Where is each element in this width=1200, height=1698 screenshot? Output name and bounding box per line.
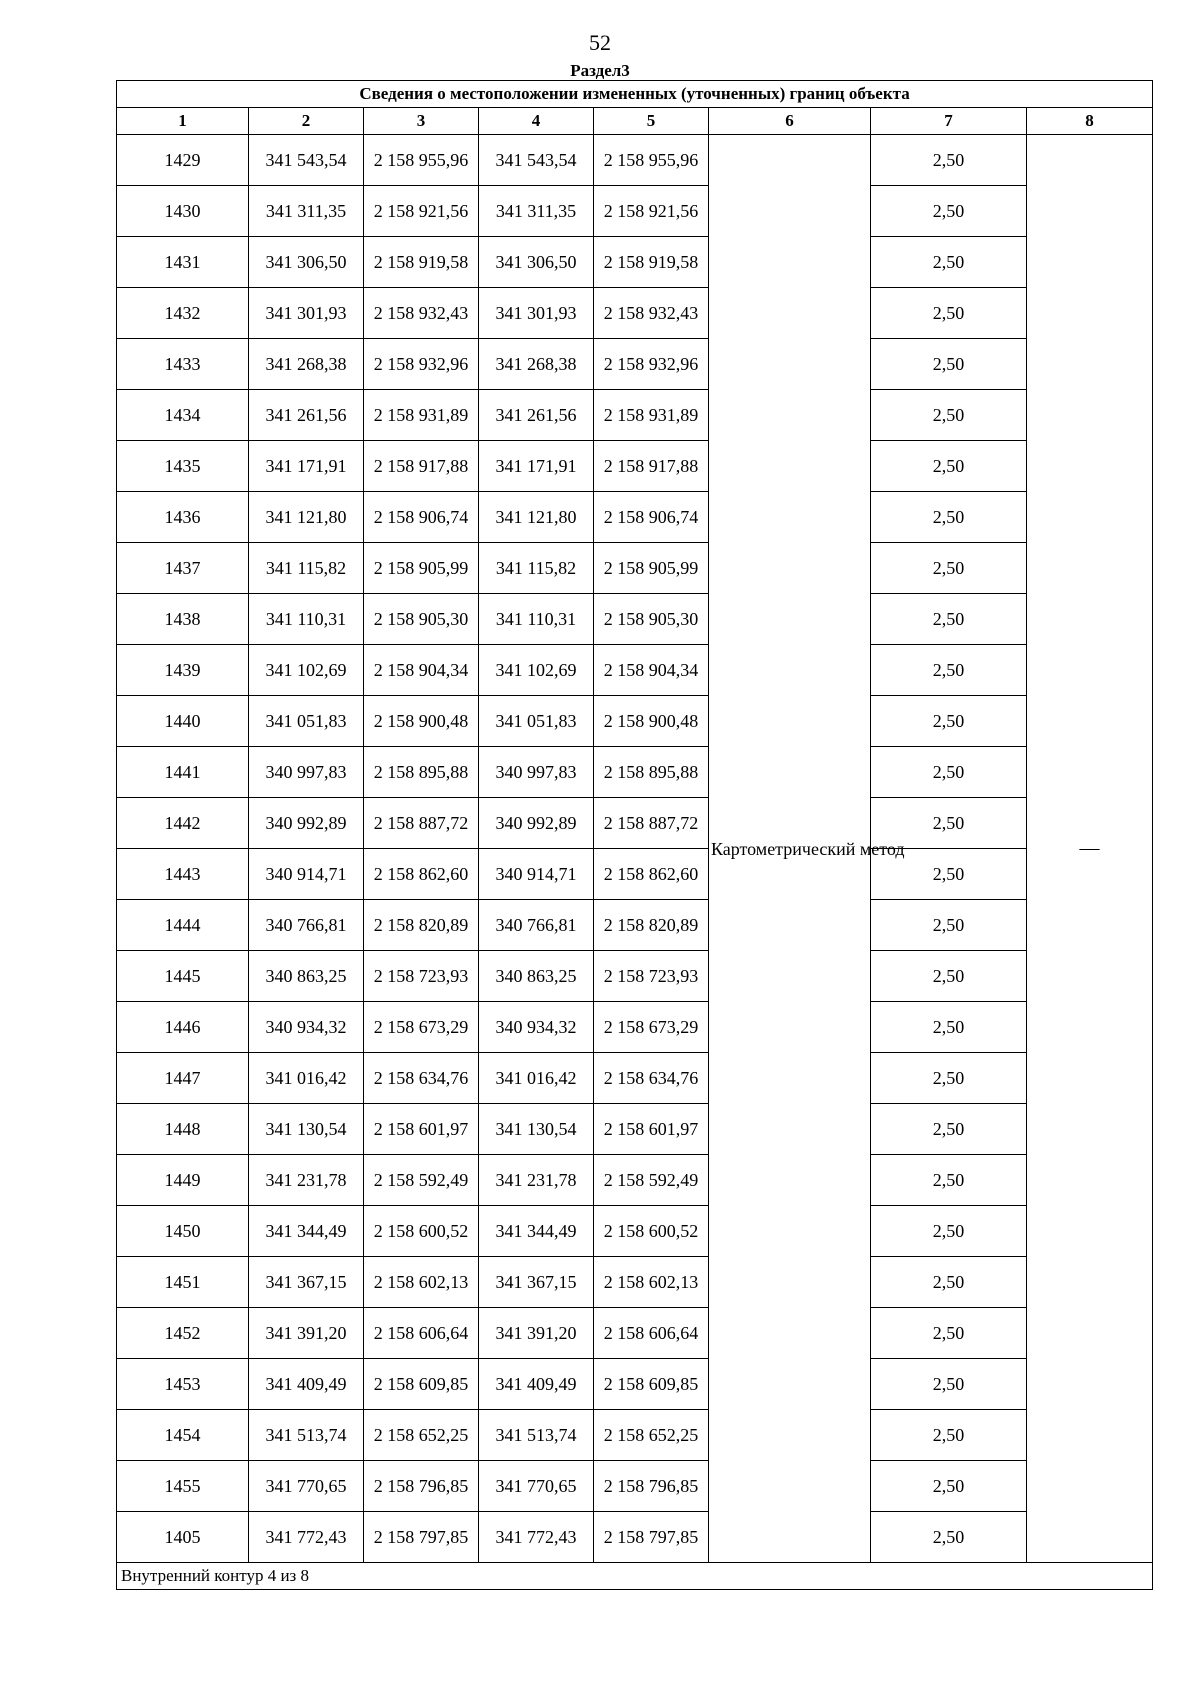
accuracy-value: 2,50 bbox=[871, 543, 1027, 594]
y-coordinate-new: 2 158 820,89 bbox=[594, 900, 709, 951]
y-coordinate-existing: 2 158 862,60 bbox=[364, 849, 479, 900]
x-coordinate-new: 341 367,15 bbox=[479, 1257, 594, 1308]
accuracy-value: 2,50 bbox=[871, 900, 1027, 951]
x-coordinate-new: 341 261,56 bbox=[479, 390, 594, 441]
accuracy-value: 2,50 bbox=[871, 1206, 1027, 1257]
point-number: 1443 bbox=[117, 849, 249, 900]
x-coordinate-existing: 340 914,71 bbox=[249, 849, 364, 900]
x-coordinate-existing: 341 121,80 bbox=[249, 492, 364, 543]
y-coordinate-existing: 2 158 602,13 bbox=[364, 1257, 479, 1308]
y-coordinate-new: 2 158 932,43 bbox=[594, 288, 709, 339]
y-coordinate-new: 2 158 931,89 bbox=[594, 390, 709, 441]
x-coordinate-existing: 341 367,15 bbox=[249, 1257, 364, 1308]
accuracy-value: 2,50 bbox=[871, 1359, 1027, 1410]
point-number: 1451 bbox=[117, 1257, 249, 1308]
accuracy-value: 2,50 bbox=[871, 849, 1027, 900]
x-coordinate-new: 341 171,91 bbox=[479, 441, 594, 492]
table-row bbox=[117, 135, 1153, 186]
column-number: 4 bbox=[479, 108, 594, 135]
point-number: 1433 bbox=[117, 339, 249, 390]
x-coordinate-existing: 341 051,83 bbox=[249, 696, 364, 747]
y-coordinate-existing: 2 158 905,99 bbox=[364, 543, 479, 594]
accuracy-value: 2,50 bbox=[871, 237, 1027, 288]
y-coordinate-new: 2 158 634,76 bbox=[594, 1053, 709, 1104]
determination-method: Картометрический метод bbox=[709, 135, 871, 1563]
x-coordinate-existing: 340 997,83 bbox=[249, 747, 364, 798]
accuracy-value: 2,50 bbox=[871, 594, 1027, 645]
y-coordinate-new: 2 158 600,52 bbox=[594, 1206, 709, 1257]
x-coordinate-existing: 341 772,43 bbox=[249, 1512, 364, 1563]
column-number: 7 bbox=[871, 108, 1027, 135]
x-coordinate-existing: 341 770,65 bbox=[249, 1461, 364, 1512]
point-number: 1450 bbox=[117, 1206, 249, 1257]
column-number: 3 bbox=[364, 108, 479, 135]
table-row bbox=[117, 1359, 1153, 1410]
y-coordinate-existing: 2 158 600,52 bbox=[364, 1206, 479, 1257]
x-coordinate-existing: 341 311,35 bbox=[249, 186, 364, 237]
x-coordinate-new: 341 231,78 bbox=[479, 1155, 594, 1206]
point-number: 1441 bbox=[117, 747, 249, 798]
point-number: 1444 bbox=[117, 900, 249, 951]
accuracy-value: 2,50 bbox=[871, 135, 1027, 186]
x-coordinate-new: 341 513,74 bbox=[479, 1410, 594, 1461]
y-coordinate-new: 2 158 601,97 bbox=[594, 1104, 709, 1155]
table-row bbox=[117, 543, 1153, 594]
y-coordinate-new: 2 158 919,58 bbox=[594, 237, 709, 288]
accuracy-value: 2,50 bbox=[871, 288, 1027, 339]
y-coordinate-existing: 2 158 919,58 bbox=[364, 237, 479, 288]
y-coordinate-new: 2 158 609,85 bbox=[594, 1359, 709, 1410]
column-number: 2 bbox=[249, 108, 364, 135]
y-coordinate-new: 2 158 905,99 bbox=[594, 543, 709, 594]
table-row bbox=[117, 390, 1153, 441]
x-coordinate-new: 341 115,82 bbox=[479, 543, 594, 594]
y-coordinate-existing: 2 158 931,89 bbox=[364, 390, 479, 441]
x-coordinate-existing: 341 268,38 bbox=[249, 339, 364, 390]
accuracy-value: 2,50 bbox=[871, 441, 1027, 492]
y-coordinate-new: 2 158 955,96 bbox=[594, 135, 709, 186]
y-coordinate-new: 2 158 862,60 bbox=[594, 849, 709, 900]
x-coordinate-new: 340 766,81 bbox=[479, 900, 594, 951]
point-number: 1436 bbox=[117, 492, 249, 543]
table-row bbox=[117, 237, 1153, 288]
table-row bbox=[117, 1461, 1153, 1512]
x-coordinate-new: 341 409,49 bbox=[479, 1359, 594, 1410]
section-title: Раздел3 bbox=[570, 61, 630, 80]
accuracy-value: 2,50 bbox=[871, 1308, 1027, 1359]
x-coordinate-new: 341 306,50 bbox=[479, 237, 594, 288]
y-coordinate-existing: 2 158 723,93 bbox=[364, 951, 479, 1002]
point-number: 1447 bbox=[117, 1053, 249, 1104]
x-coordinate-existing: 341 301,93 bbox=[249, 288, 364, 339]
point-number: 1438 bbox=[117, 594, 249, 645]
x-coordinate-new: 341 110,31 bbox=[479, 594, 594, 645]
table-row bbox=[117, 1512, 1153, 1563]
point-number: 1440 bbox=[117, 696, 249, 747]
y-coordinate-existing: 2 158 601,97 bbox=[364, 1104, 479, 1155]
table-row bbox=[117, 339, 1153, 390]
accuracy-value: 2,50 bbox=[871, 1155, 1027, 1206]
y-coordinate-new: 2 158 895,88 bbox=[594, 747, 709, 798]
x-coordinate-existing: 340 992,89 bbox=[249, 798, 364, 849]
y-coordinate-new: 2 158 673,29 bbox=[594, 1002, 709, 1053]
boundary-coordinates-table bbox=[116, 80, 1153, 1590]
accuracy-value: 2,50 bbox=[871, 798, 1027, 849]
x-coordinate-existing: 341 409,49 bbox=[249, 1359, 364, 1410]
accuracy-value: 2,50 bbox=[871, 747, 1027, 798]
table-row bbox=[117, 798, 1153, 849]
y-coordinate-existing: 2 158 900,48 bbox=[364, 696, 479, 747]
point-number: 1445 bbox=[117, 951, 249, 1002]
accuracy-value: 2,50 bbox=[871, 1257, 1027, 1308]
table-row bbox=[117, 900, 1153, 951]
y-coordinate-existing: 2 158 895,88 bbox=[364, 747, 479, 798]
y-coordinate-existing: 2 158 797,85 bbox=[364, 1512, 479, 1563]
y-coordinate-new: 2 158 921,56 bbox=[594, 186, 709, 237]
point-number: 1434 bbox=[117, 390, 249, 441]
y-coordinate-existing: 2 158 592,49 bbox=[364, 1155, 479, 1206]
x-coordinate-existing: 341 231,78 bbox=[249, 1155, 364, 1206]
accuracy-value: 2,50 bbox=[871, 1461, 1027, 1512]
point-number: 1452 bbox=[117, 1308, 249, 1359]
point-number: 1431 bbox=[117, 237, 249, 288]
x-coordinate-new: 341 051,83 bbox=[479, 696, 594, 747]
y-coordinate-existing: 2 158 820,89 bbox=[364, 900, 479, 951]
accuracy-value: 2,50 bbox=[871, 390, 1027, 441]
x-coordinate-new: 340 992,89 bbox=[479, 798, 594, 849]
x-coordinate-existing: 341 016,42 bbox=[249, 1053, 364, 1104]
table-row bbox=[117, 1410, 1153, 1461]
x-coordinate-new: 341 130,54 bbox=[479, 1104, 594, 1155]
contour-footer: Внутренний контур 4 из 8 bbox=[117, 1563, 1153, 1590]
column-number: 5 bbox=[594, 108, 709, 135]
note-value: — bbox=[1027, 135, 1153, 1563]
point-number: 1439 bbox=[117, 645, 249, 696]
accuracy-value: 2,50 bbox=[871, 1053, 1027, 1104]
point-number: 1442 bbox=[117, 798, 249, 849]
table-row bbox=[117, 747, 1153, 798]
y-coordinate-existing: 2 158 606,64 bbox=[364, 1308, 479, 1359]
y-coordinate-new: 2 158 887,72 bbox=[594, 798, 709, 849]
point-number: 1455 bbox=[117, 1461, 249, 1512]
table-row bbox=[117, 1308, 1153, 1359]
x-coordinate-existing: 341 102,69 bbox=[249, 645, 364, 696]
y-coordinate-existing: 2 158 673,29 bbox=[364, 1002, 479, 1053]
y-coordinate-new: 2 158 606,64 bbox=[594, 1308, 709, 1359]
y-coordinate-new: 2 158 592,49 bbox=[594, 1155, 709, 1206]
accuracy-value: 2,50 bbox=[871, 1512, 1027, 1563]
table-row bbox=[117, 951, 1153, 1002]
x-coordinate-new: 341 391,20 bbox=[479, 1308, 594, 1359]
x-coordinate-existing: 340 863,25 bbox=[249, 951, 364, 1002]
y-coordinate-existing: 2 158 906,74 bbox=[364, 492, 479, 543]
table-caption: Сведения о местоположении измененных (уточненных) границ объекта bbox=[117, 81, 1153, 108]
table-row bbox=[117, 849, 1153, 900]
table-row bbox=[117, 492, 1153, 543]
x-coordinate-existing: 341 115,82 bbox=[249, 543, 364, 594]
y-coordinate-new: 2 158 723,93 bbox=[594, 951, 709, 1002]
y-coordinate-existing: 2 158 921,56 bbox=[364, 186, 479, 237]
y-coordinate-existing: 2 158 796,85 bbox=[364, 1461, 479, 1512]
accuracy-value: 2,50 bbox=[871, 339, 1027, 390]
point-number: 1429 bbox=[117, 135, 249, 186]
accuracy-value: 2,50 bbox=[871, 951, 1027, 1002]
x-coordinate-new: 341 268,38 bbox=[479, 339, 594, 390]
y-coordinate-new: 2 158 796,85 bbox=[594, 1461, 709, 1512]
y-coordinate-new: 2 158 900,48 bbox=[594, 696, 709, 747]
y-coordinate-new: 2 158 932,96 bbox=[594, 339, 709, 390]
accuracy-value: 2,50 bbox=[871, 186, 1027, 237]
table-row bbox=[117, 696, 1153, 747]
y-coordinate-existing: 2 158 887,72 bbox=[364, 798, 479, 849]
x-coordinate-existing: 340 766,81 bbox=[249, 900, 364, 951]
point-number: 1446 bbox=[117, 1002, 249, 1053]
accuracy-value: 2,50 bbox=[871, 696, 1027, 747]
y-coordinate-new: 2 158 917,88 bbox=[594, 441, 709, 492]
table-row bbox=[117, 1206, 1153, 1257]
x-coordinate-existing: 341 543,54 bbox=[249, 135, 364, 186]
x-coordinate-new: 341 772,43 bbox=[479, 1512, 594, 1563]
point-number: 1437 bbox=[117, 543, 249, 594]
y-coordinate-new: 2 158 906,74 bbox=[594, 492, 709, 543]
y-coordinate-new: 2 158 904,34 bbox=[594, 645, 709, 696]
x-coordinate-existing: 341 306,50 bbox=[249, 237, 364, 288]
column-number: 8 bbox=[1027, 108, 1153, 135]
x-coordinate-new: 341 311,35 bbox=[479, 186, 594, 237]
x-coordinate-new: 341 770,65 bbox=[479, 1461, 594, 1512]
x-coordinate-existing: 341 513,74 bbox=[249, 1410, 364, 1461]
accuracy-value: 2,50 bbox=[871, 492, 1027, 543]
x-coordinate-existing: 341 344,49 bbox=[249, 1206, 364, 1257]
x-coordinate-new: 341 102,69 bbox=[479, 645, 594, 696]
table-row bbox=[117, 645, 1153, 696]
x-coordinate-existing: 341 171,91 bbox=[249, 441, 364, 492]
y-coordinate-new: 2 158 652,25 bbox=[594, 1410, 709, 1461]
column-number: 1 bbox=[117, 108, 249, 135]
table-row bbox=[117, 288, 1153, 339]
y-coordinate-existing: 2 158 932,96 bbox=[364, 339, 479, 390]
accuracy-value: 2,50 bbox=[871, 1410, 1027, 1461]
y-coordinate-existing: 2 158 904,34 bbox=[364, 645, 479, 696]
y-coordinate-existing: 2 158 634,76 bbox=[364, 1053, 479, 1104]
point-number: 1430 bbox=[117, 186, 249, 237]
point-number: 1454 bbox=[117, 1410, 249, 1461]
y-coordinate-new: 2 158 797,85 bbox=[594, 1512, 709, 1563]
x-coordinate-new: 340 997,83 bbox=[479, 747, 594, 798]
table-row bbox=[117, 594, 1153, 645]
x-coordinate-existing: 341 110,31 bbox=[249, 594, 364, 645]
x-coordinate-new: 341 121,80 bbox=[479, 492, 594, 543]
y-coordinate-existing: 2 158 905,30 bbox=[364, 594, 479, 645]
table-row bbox=[117, 186, 1153, 237]
x-coordinate-new: 340 863,25 bbox=[479, 951, 594, 1002]
page-number: 52 bbox=[589, 30, 611, 55]
x-coordinate-new: 341 016,42 bbox=[479, 1053, 594, 1104]
table-row bbox=[117, 1257, 1153, 1308]
table-row bbox=[117, 441, 1153, 492]
accuracy-value: 2,50 bbox=[871, 1002, 1027, 1053]
point-number: 1453 bbox=[117, 1359, 249, 1410]
table-row bbox=[117, 1155, 1153, 1206]
x-coordinate-existing: 340 934,32 bbox=[249, 1002, 364, 1053]
x-coordinate-existing: 341 130,54 bbox=[249, 1104, 364, 1155]
x-coordinate-new: 341 543,54 bbox=[479, 135, 594, 186]
table-row bbox=[117, 1104, 1153, 1155]
y-coordinate-existing: 2 158 652,25 bbox=[364, 1410, 479, 1461]
y-coordinate-existing: 2 158 917,88 bbox=[364, 441, 479, 492]
accuracy-value: 2,50 bbox=[871, 645, 1027, 696]
x-coordinate-new: 341 344,49 bbox=[479, 1206, 594, 1257]
point-number: 1449 bbox=[117, 1155, 249, 1206]
y-coordinate-existing: 2 158 932,43 bbox=[364, 288, 479, 339]
table-row bbox=[117, 1002, 1153, 1053]
y-coordinate-new: 2 158 602,13 bbox=[594, 1257, 709, 1308]
point-number: 1448 bbox=[117, 1104, 249, 1155]
x-coordinate-new: 341 301,93 bbox=[479, 288, 594, 339]
point-number: 1405 bbox=[117, 1512, 249, 1563]
x-coordinate-existing: 341 261,56 bbox=[249, 390, 364, 441]
x-coordinate-new: 340 914,71 bbox=[479, 849, 594, 900]
y-coordinate-new: 2 158 905,30 bbox=[594, 594, 709, 645]
y-coordinate-existing: 2 158 609,85 bbox=[364, 1359, 479, 1410]
table-row bbox=[117, 1053, 1153, 1104]
accuracy-value: 2,50 bbox=[871, 1104, 1027, 1155]
point-number: 1435 bbox=[117, 441, 249, 492]
x-coordinate-existing: 341 391,20 bbox=[249, 1308, 364, 1359]
column-number: 6 bbox=[709, 108, 871, 135]
point-number: 1432 bbox=[117, 288, 249, 339]
x-coordinate-new: 340 934,32 bbox=[479, 1002, 594, 1053]
y-coordinate-existing: 2 158 955,96 bbox=[364, 135, 479, 186]
